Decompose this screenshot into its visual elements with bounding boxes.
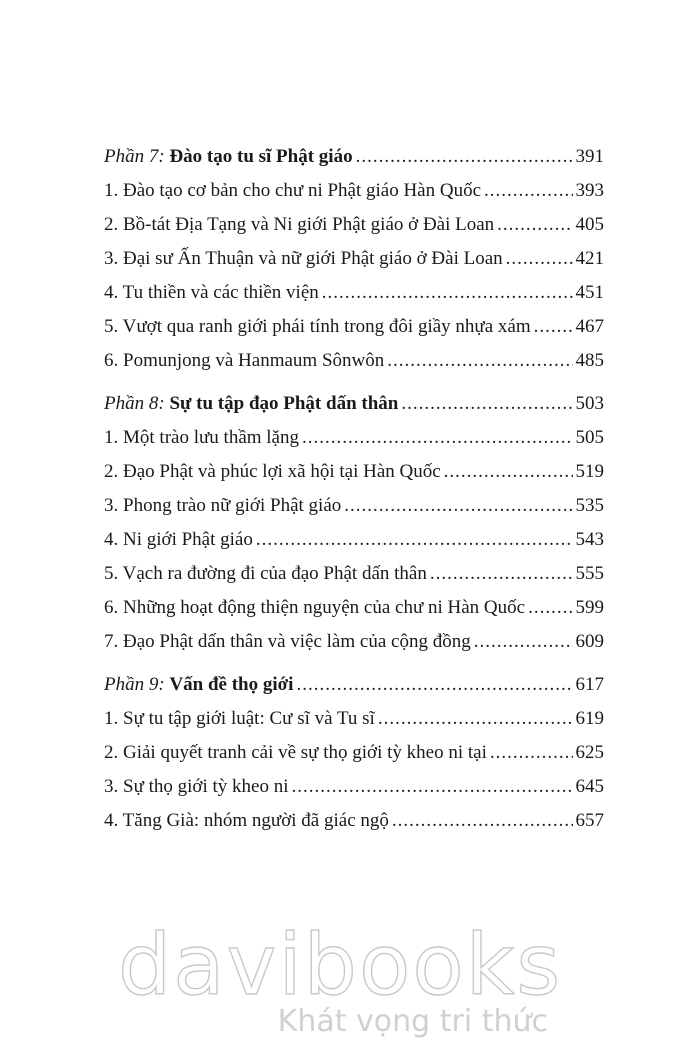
entry-title: 4. Ni giới Phật giáo	[104, 529, 253, 550]
page-number: 619	[575, 708, 604, 729]
toc-entry[interactable]	[104, 523, 604, 557]
page-number: 625	[575, 742, 604, 763]
toc-entry[interactable]	[104, 591, 604, 625]
page-number: 657	[575, 810, 604, 831]
entry-title: 2. Đạo Phật và phúc lợi xã hội tại Hàn Quốc	[104, 461, 441, 482]
toc-entry[interactable]	[104, 276, 604, 310]
dot-leader	[534, 310, 573, 344]
toc-entry[interactable]	[104, 736, 604, 770]
entry-title: 6. Pomunjong và Hanmaum Sônwôn	[104, 350, 385, 371]
entry-title: 5. Vượt qua ranh giới phái tính trong đôi giầy nhựa xám	[104, 316, 531, 337]
page-number: 393	[575, 180, 604, 201]
entry-title: 6. Những hoạt động thiện nguyện của chư ni Hàn Quốc	[104, 597, 526, 618]
page-number: 505	[575, 427, 604, 448]
entry-title: 1. Sự tu tập giới luật: Cư sĩ và Tu sĩ	[104, 708, 375, 729]
entry-title: 4. Tu thiền và các thiền viện	[104, 282, 319, 303]
dot-leader	[302, 421, 573, 455]
toc-entry[interactable]	[104, 208, 604, 242]
dot-leader	[292, 770, 573, 804]
toc-entry[interactable]	[104, 625, 604, 659]
toc-heading[interactable]	[104, 387, 604, 421]
entry-title: 3. Đại sư Ấn Thuận và nữ giới Phật giáo ở Đài Loan	[104, 248, 503, 269]
page-number: 599	[575, 597, 604, 618]
toc-entry[interactable]	[104, 421, 604, 455]
toc-entry[interactable]	[104, 310, 604, 344]
page-number: 609	[575, 631, 604, 652]
toc-entry[interactable]	[104, 344, 604, 378]
part-title: Sự tu tập đạo Phật dấn thân	[169, 393, 399, 414]
page-number: 645	[575, 776, 604, 797]
dot-leader	[378, 702, 573, 736]
entry-title: 3. Phong trào nữ giới Phật giáo	[104, 495, 342, 516]
dot-leader	[497, 208, 572, 242]
toc-heading[interactable]	[104, 668, 604, 702]
entry-title: 1. Một trào lưu thầm lặng	[104, 427, 299, 448]
page-number: 535	[575, 495, 604, 516]
toc-section-part-7	[104, 140, 604, 378]
entry-title: 2. Giải quyết tranh cải về sự thọ giới tỳ kheo ni tại	[104, 742, 487, 763]
dot-leader	[387, 344, 572, 378]
toc-entry[interactable]	[104, 489, 604, 523]
dot-leader	[356, 140, 573, 174]
watermark-tagline: Khát vọng tri thức	[277, 1004, 548, 1039]
toc-entry[interactable]	[104, 557, 604, 591]
dot-leader	[401, 387, 572, 421]
page-number: 391	[575, 146, 604, 167]
toc-entry[interactable]	[104, 174, 604, 208]
dot-leader	[430, 557, 573, 591]
page-number: 617	[575, 674, 604, 695]
toc-entry[interactable]	[104, 702, 604, 736]
table-of-contents	[104, 140, 604, 847]
part-title: Đào tạo tu sĩ Phật giáo	[169, 146, 353, 167]
dot-leader	[528, 591, 572, 625]
dot-leader	[490, 736, 573, 770]
dot-leader	[474, 625, 573, 659]
dot-leader	[484, 174, 572, 208]
toc-entry[interactable]	[104, 770, 604, 804]
toc-heading[interactable]	[104, 140, 604, 174]
toc-section-part-9	[104, 668, 604, 838]
dot-leader	[344, 489, 572, 523]
page-number: 485	[575, 350, 604, 371]
page-number: 421	[575, 248, 604, 269]
page-number: 503	[575, 393, 604, 414]
part-label: Phần 8:	[104, 393, 165, 414]
toc-section-part-8	[104, 387, 604, 659]
entry-title: 4. Tăng Già: nhóm người đã giác ngộ	[104, 810, 389, 831]
dot-leader	[322, 276, 573, 310]
dot-leader	[392, 804, 573, 838]
watermark-brand: davibooks	[117, 916, 563, 1014]
dot-leader	[256, 523, 573, 557]
page-number: 451	[575, 282, 604, 303]
entry-title: 7. Đạo Phật dấn thân và việc làm của cộng đồng	[104, 631, 471, 652]
toc-entry[interactable]	[104, 242, 604, 276]
part-title: Vấn đề thọ giới	[169, 674, 294, 695]
entry-title: 3. Sự thọ giới tỳ kheo ni	[104, 776, 289, 797]
page-number: 467	[575, 316, 604, 337]
watermark	[0, 916, 700, 1039]
entry-title: 5. Vạch ra đường đi của đạo Phật dấn thân	[104, 563, 427, 584]
part-label: Phần 7:	[104, 146, 165, 167]
dot-leader	[296, 668, 572, 702]
toc-entry[interactable]	[104, 804, 604, 838]
page-number: 543	[575, 529, 604, 550]
dot-leader	[444, 455, 573, 489]
entry-title: 1. Đào tạo cơ bản cho chư ni Phật giáo Hàn Quốc	[104, 180, 482, 201]
page-number: 405	[575, 214, 604, 235]
entry-title: 2. Bồ-tát Địa Tạng và Ni giới Phật giáo ở Đài Loan	[104, 214, 495, 235]
page-number: 519	[575, 461, 604, 482]
dot-leader	[506, 242, 573, 276]
page-number: 555	[575, 563, 604, 584]
part-label: Phần 9:	[104, 674, 165, 695]
toc-entry[interactable]	[104, 455, 604, 489]
